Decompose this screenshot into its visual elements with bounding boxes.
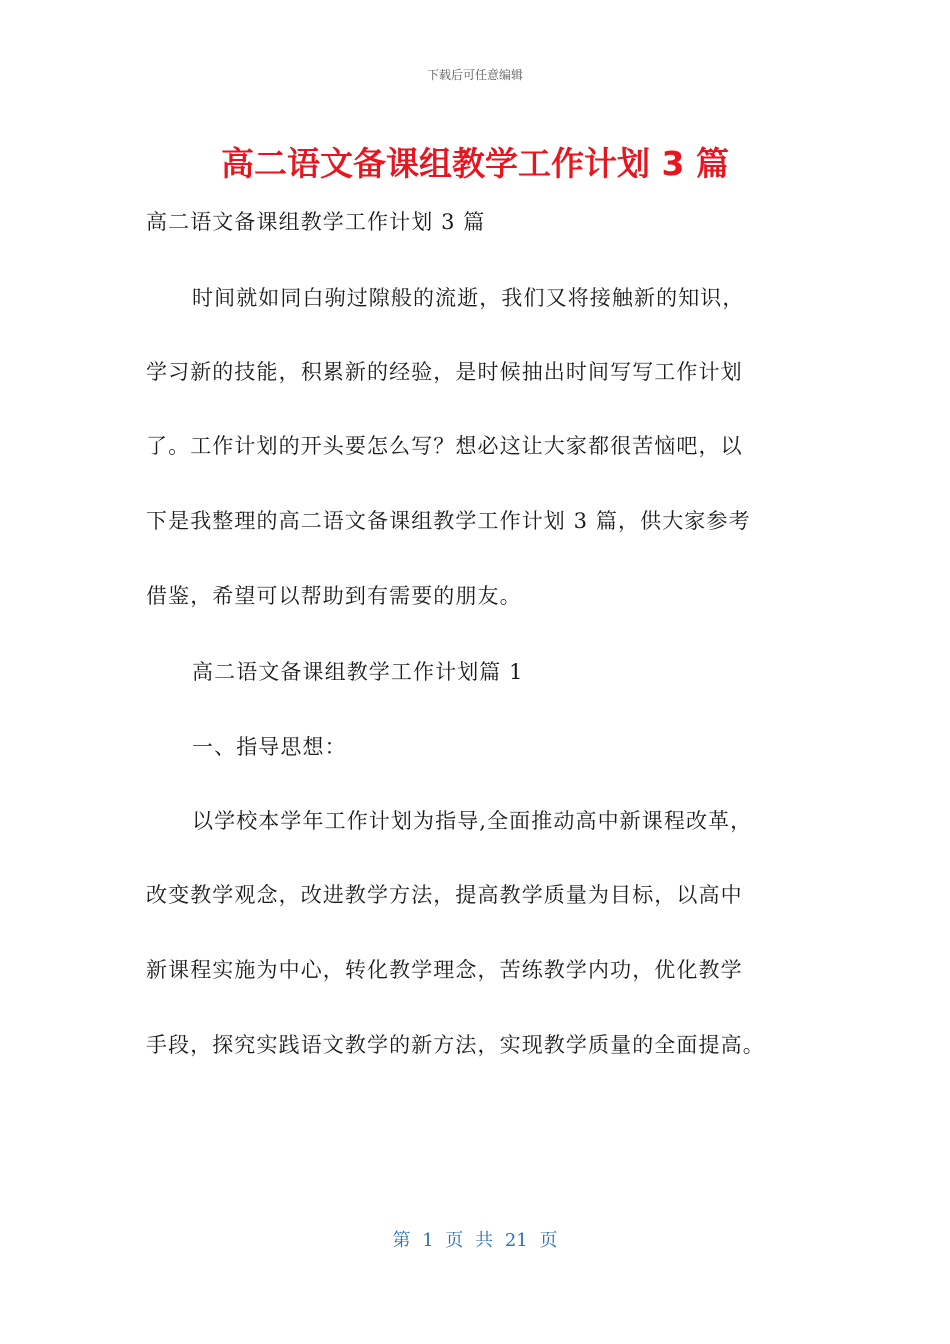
- paragraph-line: 手段，探究实践语文教学的新方法，实现教学质量的全面提高。: [146, 1033, 765, 1057]
- paragraph-line: 新课程实施为中心，转化教学理念，苦练教学内功，优化教学: [146, 958, 743, 982]
- document-title: 高二语文备课组教学工作计划 3 篇: [221, 144, 729, 183]
- section-heading: 高二语文备课组教学工作计划篇 1: [192, 660, 524, 684]
- paragraph-line: 改变教学观念，改进教学方法，提高教学质量为目标，以高中: [146, 883, 743, 907]
- page-number: 第 1 页 共 21 页: [392, 1230, 558, 1251]
- subsection-heading: 一、指导思想：: [192, 735, 347, 759]
- paragraph-line: 时间就如同白驹过隙般的流逝，我们又将接触新的知识，: [192, 286, 745, 310]
- paragraph-line: 学习新的技能，积累新的经验，是时候抽出时间写写工作计划: [146, 360, 743, 384]
- paragraph-line: 了。工作计划的开头要怎么写？想必这让大家都很苦恼吧，以: [146, 434, 743, 458]
- header-note: 下载后可任意编辑: [426, 68, 523, 82]
- paragraph-line: 下是我整理的高二语文备课组教学工作计划 3 篇，供大家参考: [146, 509, 751, 533]
- paragraph-line: 借鉴，希望可以帮助到有需要的朋友。: [146, 584, 522, 608]
- paragraph-line: 以学校本学年工作计划为指导,全面推动高中新课程改革，: [192, 809, 753, 833]
- document-subtitle: 高二语文备课组教学工作计划 3 篇: [146, 210, 486, 234]
